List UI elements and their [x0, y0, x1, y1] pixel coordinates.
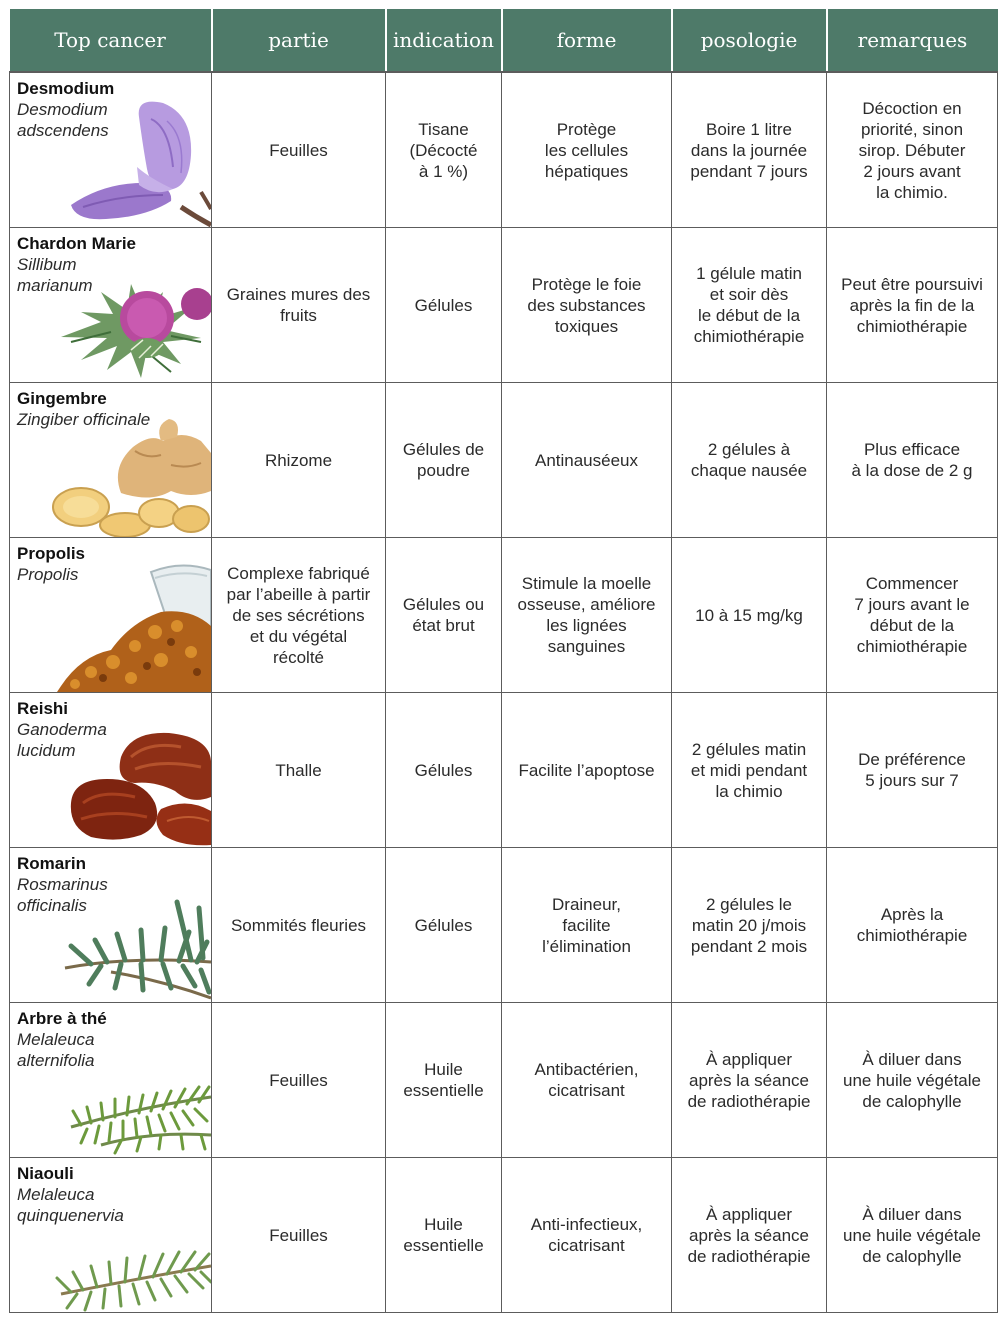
indication-cell: Huile essentielle	[386, 1003, 502, 1158]
plant-latin-name: Melaleuca quinquenervia	[17, 1185, 124, 1225]
posologie-cell: 2 gélules le matin 20 j/mois pendant 2 mois	[672, 848, 827, 1003]
header-forme: forme	[502, 9, 672, 72]
plant-latin-name: Melaleuca alternifolia	[17, 1030, 95, 1070]
plant-cell	[10, 693, 212, 848]
indication-cell: Gélules de poudre	[386, 383, 502, 538]
plant-name: Romarin	[17, 854, 86, 873]
forme-cell: Protège le foie des substances toxiques	[502, 228, 672, 383]
plant-name: Arbre à thé	[17, 1009, 107, 1028]
forme-cell: Anti-infectieux, cicatrisant	[502, 1158, 672, 1313]
remarques-cell: Plus efficace à la dose de 2 g	[827, 383, 998, 538]
table-row	[10, 383, 998, 538]
header-partie: partie	[212, 9, 386, 72]
forme-cell: Antinauséeux	[502, 383, 672, 538]
indication-cell: Gélules	[386, 848, 502, 1003]
table-row	[10, 1003, 998, 1158]
plant-name: Chardon Marie	[17, 234, 137, 253]
plant-name: Niaouli	[17, 1164, 74, 1183]
plant-latin-name: Rosmarinus officinalis	[17, 875, 108, 915]
table-row	[10, 848, 998, 1003]
partie-cell: Feuilles	[212, 72, 386, 228]
table-body	[10, 72, 998, 1313]
posologie-cell: 10 à 15 mg/kg	[672, 538, 827, 693]
posologie-cell: 2 gélules matin et midi pendant la chimio	[672, 693, 827, 848]
forme-cell: Protège les cellules hépatiques	[502, 72, 672, 228]
posologie-cell: 2 gélules à chaque nausée	[672, 383, 827, 538]
plant-cell	[10, 1158, 212, 1313]
plant-table-container	[9, 9, 998, 1313]
indication-cell: Gélules	[386, 693, 502, 848]
partie-cell: Sommités fleuries	[212, 848, 386, 1003]
plant-cell	[10, 72, 212, 228]
plant-cell	[10, 848, 212, 1003]
plant-name: Propolis	[17, 544, 86, 563]
posologie-cell: À appliquer après la séance de radiothérapie	[672, 1158, 827, 1313]
posologie-cell: À appliquer après la séance de radiothérapie	[672, 1003, 827, 1158]
plant-cell	[10, 383, 212, 538]
plant-name: Reishi	[17, 699, 69, 718]
plant-name: Gingembre	[17, 389, 107, 408]
partie-cell: Feuilles	[212, 1003, 386, 1158]
header-indication: indication	[386, 9, 502, 72]
remarques-cell: Commencer 7 jours avant le début de la chimiothérapie	[827, 538, 998, 693]
forme-cell: Facilite l’apoptose	[502, 693, 672, 848]
table-row	[10, 1158, 998, 1313]
table-row	[10, 693, 998, 848]
plant-latin-name: Sillibum marianum	[17, 255, 93, 295]
posologie-cell: Boire 1 litre dans la journée pendant 7 jours	[672, 72, 827, 228]
plant-latin-name: Desmodium adscendens	[17, 100, 109, 140]
partie-cell: Feuilles	[212, 1158, 386, 1313]
forme-cell: Draineur, facilite l’élimination	[502, 848, 672, 1003]
plant-name: Desmodium	[17, 79, 115, 98]
plant-cell	[10, 228, 212, 383]
remarques-cell: À diluer dans une huile végétale de calophylle	[827, 1003, 998, 1158]
header-top-cancer: Top cancer	[10, 9, 212, 72]
remarques-cell: Décoction en priorité, sinon sirop. Débuter 2 jours avant la chimio.	[827, 72, 998, 228]
forme-cell: Stimule la moelle osseuse, améliore les lignées sanguines	[502, 538, 672, 693]
table-row	[10, 228, 998, 383]
remarques-cell: De préférence 5 jours sur 7	[827, 693, 998, 848]
plant-latin-name: Propolis	[17, 565, 79, 584]
indication-cell: Tisane (Décocté à 1 %)	[386, 72, 502, 228]
indication-cell: Huile essentielle	[386, 1158, 502, 1313]
indication-cell: Gélules ou état brut	[386, 538, 502, 693]
forme-cell: Antibactérien, cicatrisant	[502, 1003, 672, 1158]
remarques-cell: Après la chimiothérapie	[827, 848, 998, 1003]
table-row	[10, 538, 998, 693]
partie-cell: Rhizome	[212, 383, 386, 538]
partie-cell: Thalle	[212, 693, 386, 848]
header-remarques: remarques	[827, 9, 998, 72]
table-header	[10, 9, 998, 72]
table-row	[10, 72, 998, 228]
indication-cell: Gélules	[386, 228, 502, 383]
posologie-cell: 1 gélule matin et soir dès le début de la chimiothérapie	[672, 228, 827, 383]
plant-latin-name: Zingiber officinale	[17, 410, 151, 429]
remarques-cell: Peut être poursuivi après la fin de la chimiothérapie	[827, 228, 998, 383]
partie-cell: Graines mures des fruits	[212, 228, 386, 383]
plant-latin-name: Ganoderma lucidum	[17, 720, 107, 760]
plant-cell	[10, 1003, 212, 1158]
partie-cell: Complexe fabriqué par l’abeille à partir de ses sécrétions et du végétal récolté	[212, 538, 386, 693]
plant-cell	[10, 538, 212, 693]
header-posologie: posologie	[672, 9, 827, 72]
remarques-cell: À diluer dans une huile végétale de calophylle	[827, 1158, 998, 1313]
plant-table	[9, 9, 998, 1313]
